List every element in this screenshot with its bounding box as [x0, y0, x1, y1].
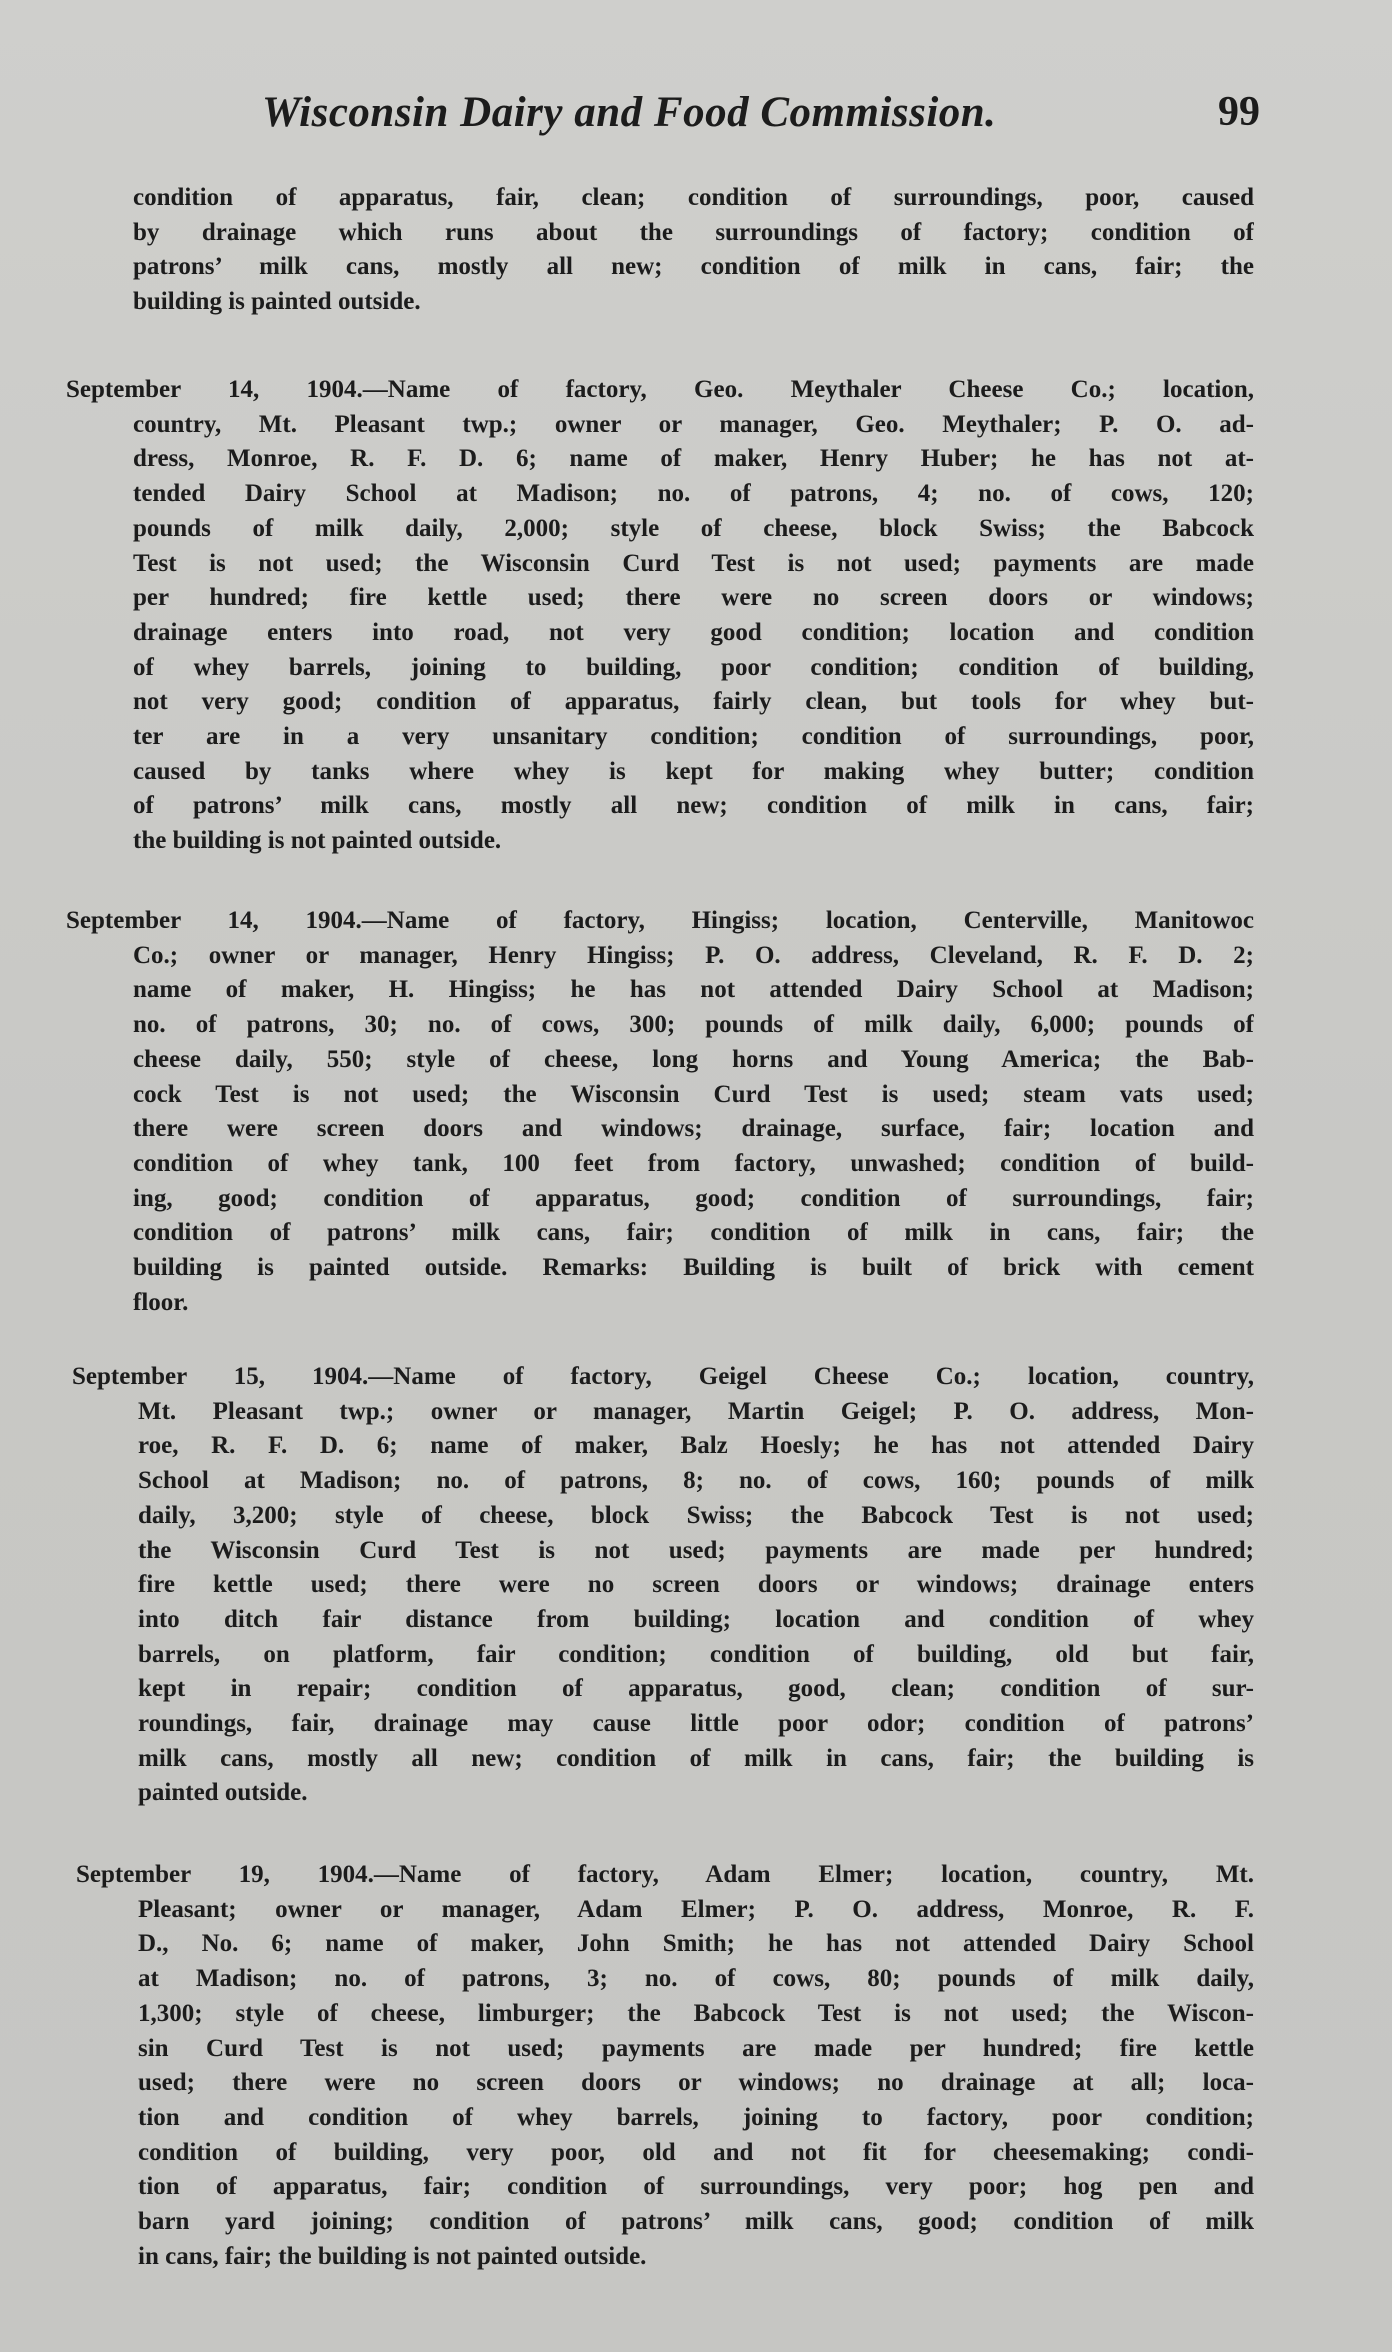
text-line: September 15, 1904.—Name of factory, Geigel Cheese Co.; location, country,: [72, 1363, 1254, 1390]
text-line: building is painted outside.: [133, 288, 421, 315]
text-line: milk cans, mostly all new; condition of milk in cans, fair; the building is: [138, 1745, 1254, 1772]
text-line: country, Mt. Pleasant twp.; owner or manager, Geo. Meythaler; P. O. ad-: [133, 411, 1254, 438]
text-line: at Madison; no. of patrons, 3; no. of cows, 80; pounds of milk daily,: [138, 1965, 1254, 1992]
text-line: cock Test is not used; the Wisconsin Curd Test is used; steam vats used;: [133, 1081, 1254, 1108]
text-line: in cans, fair; the building is not painted outside.: [138, 2243, 647, 2270]
text-line: condition of building, very poor, old and not fit for cheesemaking; condi-: [138, 2139, 1254, 2166]
text-line: School at Madison; no. of patrons, 8; no. of cows, 160; pounds of milk: [138, 1467, 1254, 1494]
text-line: pounds of milk daily, 2,000; style of cheese, block Swiss; the Babcock: [133, 515, 1254, 542]
text-line: cheese daily, 550; style of cheese, long horns and Young America; the Bab-: [133, 1046, 1254, 1073]
text-line: patrons’ milk cans, mostly all new; condition of milk in cans, fair; the: [133, 253, 1254, 280]
text-line: no. of patrons, 30; no. of cows, 300; pounds of milk daily, 6,000; pounds of: [133, 1011, 1254, 1038]
page-number: 99: [1218, 89, 1260, 135]
text-line: D., No. 6; name of maker, John Smith; he has not attended Dairy School: [138, 1930, 1254, 1957]
text-line: name of maker, H. Hingiss; he has not attended Dairy School at Madison;: [133, 976, 1254, 1003]
text-line: kept in repair; condition of apparatus, good, clean; condition of sur-: [138, 1675, 1254, 1702]
text-line: Co.; owner or manager, Henry Hingiss; P. O. address, Cleveland, R. F. D. 2;: [133, 942, 1254, 969]
text-line: building is painted outside. Remarks: Building is built of brick with cement: [133, 1254, 1254, 1281]
text-line: condition of whey tank, 100 feet from factory, unwashed; condition of build-: [133, 1150, 1254, 1177]
text-line: roe, R. F. D. 6; name of maker, Balz Hoesly; he has not attended Dairy: [138, 1432, 1254, 1459]
text-line: tion of apparatus, fair; condition of surroundings, very poor; hog pen and: [138, 2173, 1254, 2200]
text-line: the Wisconsin Curd Test is not used; payments are made per hundred;: [138, 1537, 1254, 1564]
text-line: barrels, on platform, fair condition; condition of building, old but fair,: [138, 1641, 1254, 1668]
text-line: daily, 3,200; style of cheese, block Swiss; the Babcock Test is not used;: [138, 1502, 1254, 1529]
text-line: the building is not painted outside.: [133, 827, 502, 854]
text-line: by drainage which runs about the surroundings of factory; condition of: [133, 219, 1254, 246]
text-line: September 19, 1904.—Name of factory, Adam Elmer; location, country, Mt.: [76, 1861, 1254, 1888]
text-line: sin Curd Test is not used; payments are made per hundred; fire kettle: [138, 2035, 1254, 2062]
text-line: caused by tanks where whey is kept for making whey butter; condition: [133, 758, 1254, 785]
text-line: roundings, fair, drainage may cause little poor odor; condition of patrons’: [138, 1710, 1254, 1737]
text-line: tion and condition of whey barrels, joining to factory, poor condition;: [138, 2104, 1254, 2131]
text-line: drainage enters into road, not very good condition; location and condition: [133, 619, 1254, 646]
text-line: floor.: [133, 1289, 189, 1316]
text-line: September 14, 1904.—Name of factory, Geo. Meythaler Cheese Co.; location,: [66, 376, 1254, 403]
text-line: ter are in a very unsanitary condition; condition of surroundings, poor,: [133, 723, 1254, 750]
running-title: Wisconsin Dairy and Food Commission.: [262, 89, 997, 136]
text-line: dress, Monroe, R. F. D. 6; name of maker, Henry Huber; he has not at-: [133, 445, 1254, 472]
running-head: [0, 88, 1392, 138]
text-line: not very good; condition of apparatus, fairly clean, but tools for whey but-: [133, 688, 1254, 715]
text-line: ing, good; condition of apparatus, good; condition of surroundings, fair;: [133, 1185, 1254, 1212]
text-line: per hundred; fire kettle used; there were no screen doors or windows;: [133, 584, 1254, 611]
text-line: tended Dairy School at Madison; no. of patrons, 4; no. of cows, 120;: [133, 480, 1254, 507]
text-line: 1,300; style of cheese, limburger; the Babcock Test is not used; the Wiscon-: [138, 2000, 1254, 2027]
text-line: of patrons’ milk cans, mostly all new; condition of milk in cans, fair;: [133, 792, 1254, 819]
text-line: condition of apparatus, fair, clean; condition of surroundings, poor, caused: [133, 184, 1254, 211]
text-line: fire kettle used; there were no screen doors or windows; drainage enters: [138, 1571, 1254, 1598]
text-line: used; there were no screen doors or windows; no drainage at all; loca-: [138, 2069, 1254, 2096]
text-line: condition of patrons’ milk cans, fair; condition of milk in cans, fair; the: [133, 1219, 1254, 1246]
text-line: into ditch fair distance from building; location and condition of whey: [138, 1606, 1254, 1633]
text-line: Pleasant; owner or manager, Adam Elmer; P. O. address, Monroe, R. F.: [138, 1896, 1254, 1923]
text-line: painted outside.: [138, 1779, 308, 1806]
text-line: of whey barrels, joining to building, poor condition; condition of building,: [133, 654, 1254, 681]
text-line: Test is not used; the Wisconsin Curd Test is not used; payments are made: [133, 550, 1254, 577]
text-line: there were screen doors and windows; drainage, surface, fair; location and: [133, 1115, 1254, 1142]
text-line: barn yard joining; condition of patrons’ milk cans, good; condition of milk: [138, 2208, 1254, 2235]
text-line: September 14, 1904.—Name of factory, Hingiss; location, Centerville, Manitowoc: [66, 907, 1254, 934]
text-line: Mt. Pleasant twp.; owner or manager, Martin Geigel; P. O. address, Mon-: [138, 1398, 1254, 1425]
